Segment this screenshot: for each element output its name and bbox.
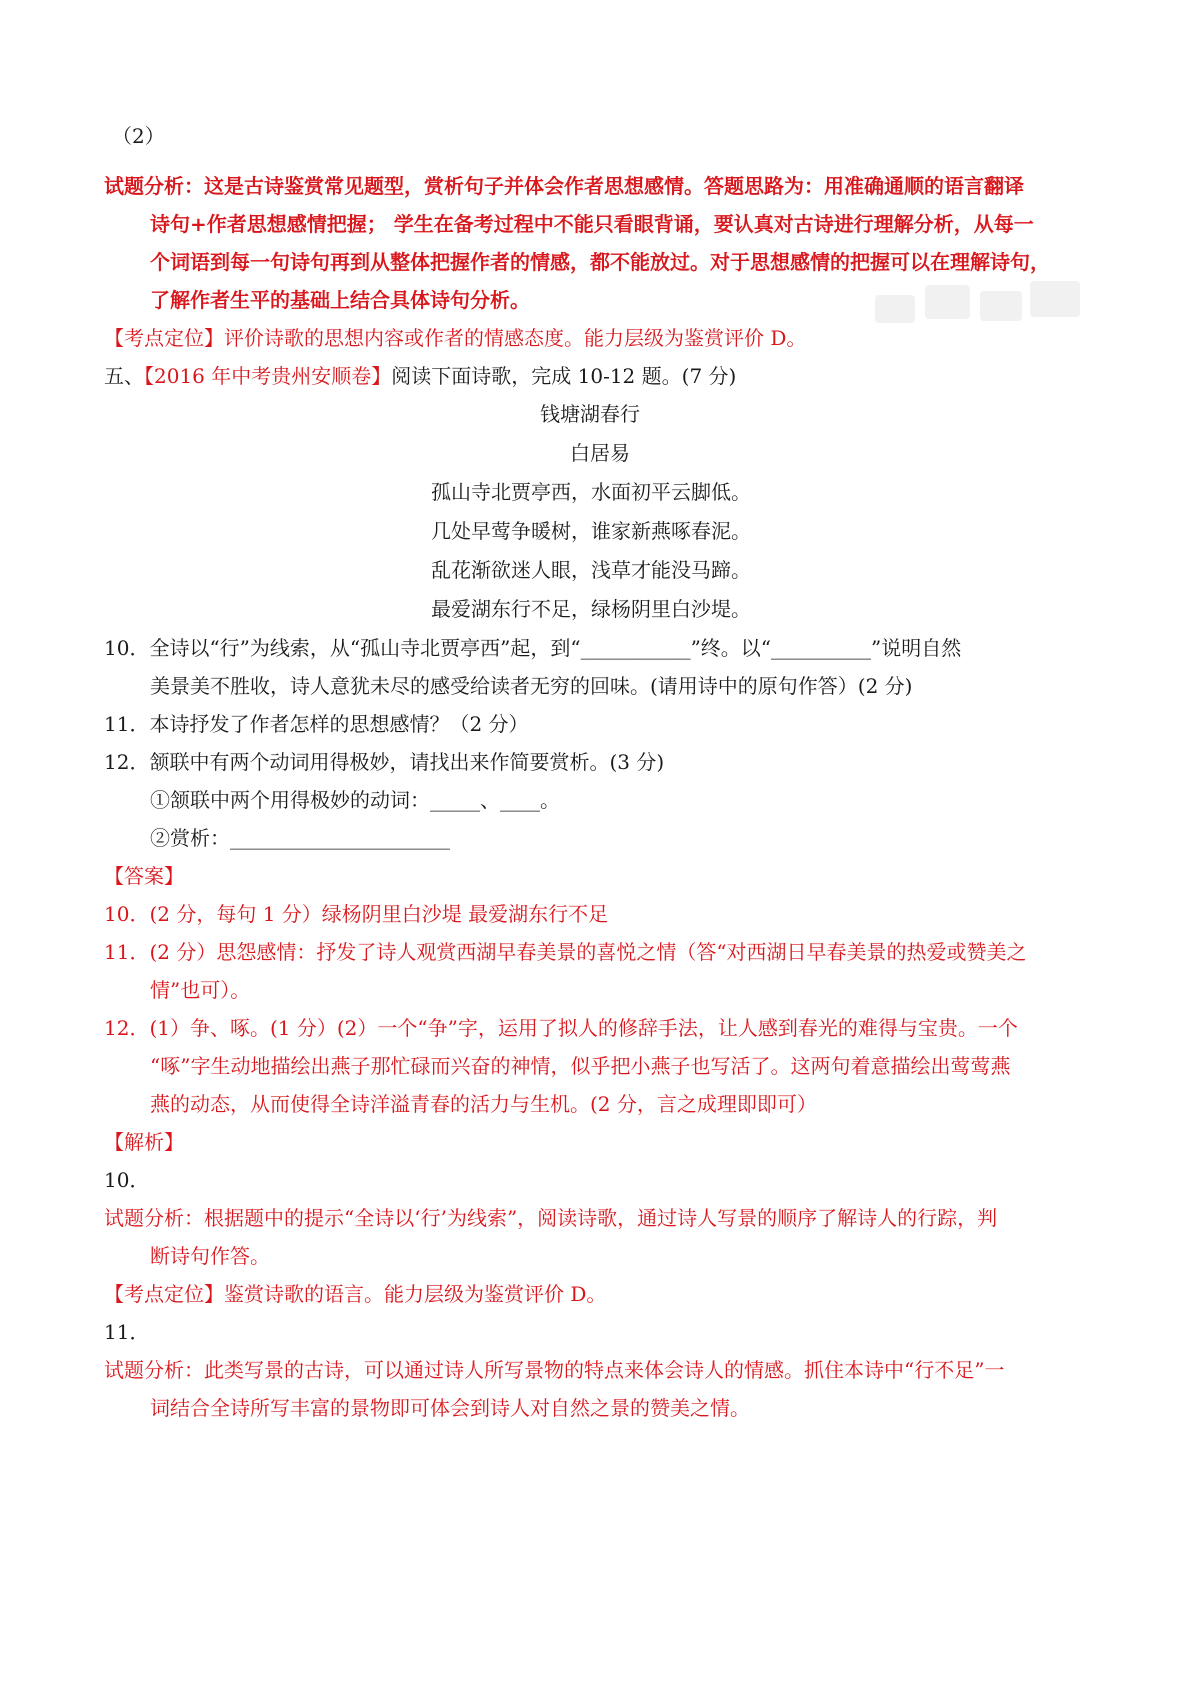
text-line: 诗句+作者思想感情把握； 学生在备考过程中不能只看眼背诵，要认真对古诗进行理解分析，从每一 <box>150 212 1034 236</box>
text-line: ①颔联中两个用得极妙的动词：_____、____。 <box>150 788 560 812</box>
text-line: 11．(2 分）思怨感情：抒发了诗人观赏西湖早春美景的喜悦之情（答“对西湖日早春美景的热爱或赞美之 <box>104 940 1027 964</box>
text-line: 试题分析：根据题中的提示“全诗以‘行’为线索”，阅读诗歌，通过诗人写景的顺序了解诗人的行踪，判 <box>104 1206 998 1230</box>
text-line: 最爱湖东行不足，绿杨阴里白沙堤。 <box>431 597 751 621</box>
text-line: 几处早莺争暖树，谁家新燕啄春泥。 <box>431 519 751 543</box>
text-line: 美景美不胜收，诗人意犹未尽的感受给读者无穷的回味。(请用诗中的原句作答）(2 分) <box>150 674 913 698</box>
text-line: 情”也可）。 <box>150 978 251 1002</box>
section-five-instruction: 阅读下面诗歌，完成 10-12 题。(7 分) <box>391 364 737 388</box>
text-line: 【答案】 <box>104 864 184 888</box>
text-line: 白居易 <box>570 441 630 465</box>
section-five-prefix: 五、 <box>104 364 144 388</box>
text-line: 10．全诗以“行”为线索，从“孤山寺北贾亭西”起，到“___________”终。以“__________”说明自然 <box>104 636 962 660</box>
text-line: 【考点定位】鉴赏诗歌的语言。能力层级为鉴赏评价 D。 <box>104 1282 607 1306</box>
text-line: 【解析】 <box>104 1130 184 1154</box>
text-line: 【考点定位】评价诗歌的思想内容或作者的情感态度。能力层级为鉴赏评价 D。 <box>104 326 807 350</box>
text-line: 12．颔联中有两个动词用得极妙，请找出来作简要赏析。(3 分) <box>104 750 665 774</box>
text-line: 10．(2 分，每句 1 分）绿杨阴里白沙堤 最爱湖东行不足 <box>104 902 609 926</box>
text-line: 10． <box>104 1168 150 1192</box>
text-line: 11．本诗抒发了作者怎样的思想感情？（2 分） <box>104 712 529 736</box>
text-line: 个词语到每一句诗句再到从整体把握作者的情感，都不能放过。对于思想感情的把握可以在理解诗句， <box>150 250 1050 274</box>
text-line: 试题分析：这是古诗鉴赏常见题型，赏析句子并体会作者思想感情。答题思路为：用准确通顺的语言翻译 <box>104 174 1024 198</box>
text-line: 了解作者生平的基础上结合具体诗句分析。 <box>150 288 530 312</box>
text-line: 12．(1）争、啄。(1 分）(2）一个“争”字，运用了拟人的修辞手法，让人感到春光的难得与宝贵。一个 <box>104 1016 1018 1040</box>
text-line: 乱花渐欲迷人眼，浅草才能没马蹄。 <box>431 558 751 582</box>
text-line: “啄”字生动地描绘出燕子那忙碌而兴奋的神情，似乎把小燕子也写活了。这两句着意描绘出莺莺燕 <box>150 1054 1011 1078</box>
text-line: 断诗句作答。 <box>150 1244 270 1268</box>
text-line: 钱塘湖春行 <box>540 402 640 426</box>
text-line: 试题分析：此类写景的古诗，可以通过诗人所写景物的特点来体会诗人的情感。抓住本诗中“行不足”一 <box>104 1358 1005 1382</box>
text-line: 词结合全诗所写丰富的景物即可体会到诗人对自然之景的赞美之情。 <box>150 1396 750 1420</box>
text-line: 燕的动态，从而使得全诗洋溢青春的活力与生机。(2 分，言之成理即即可） <box>150 1092 817 1116</box>
text-line: 孤山寺北贾亭西，水面初平云脚低。 <box>431 480 751 504</box>
section-five-heading <box>104 361 736 391</box>
text-line: （2） <box>112 124 165 148</box>
text-line: 11． <box>104 1320 150 1344</box>
section-five-source: 【2016 年中考贵州安顺卷】 <box>144 364 392 388</box>
watermark <box>865 265 1095 355</box>
text-line: ②赏析：______________________ <box>150 826 450 850</box>
